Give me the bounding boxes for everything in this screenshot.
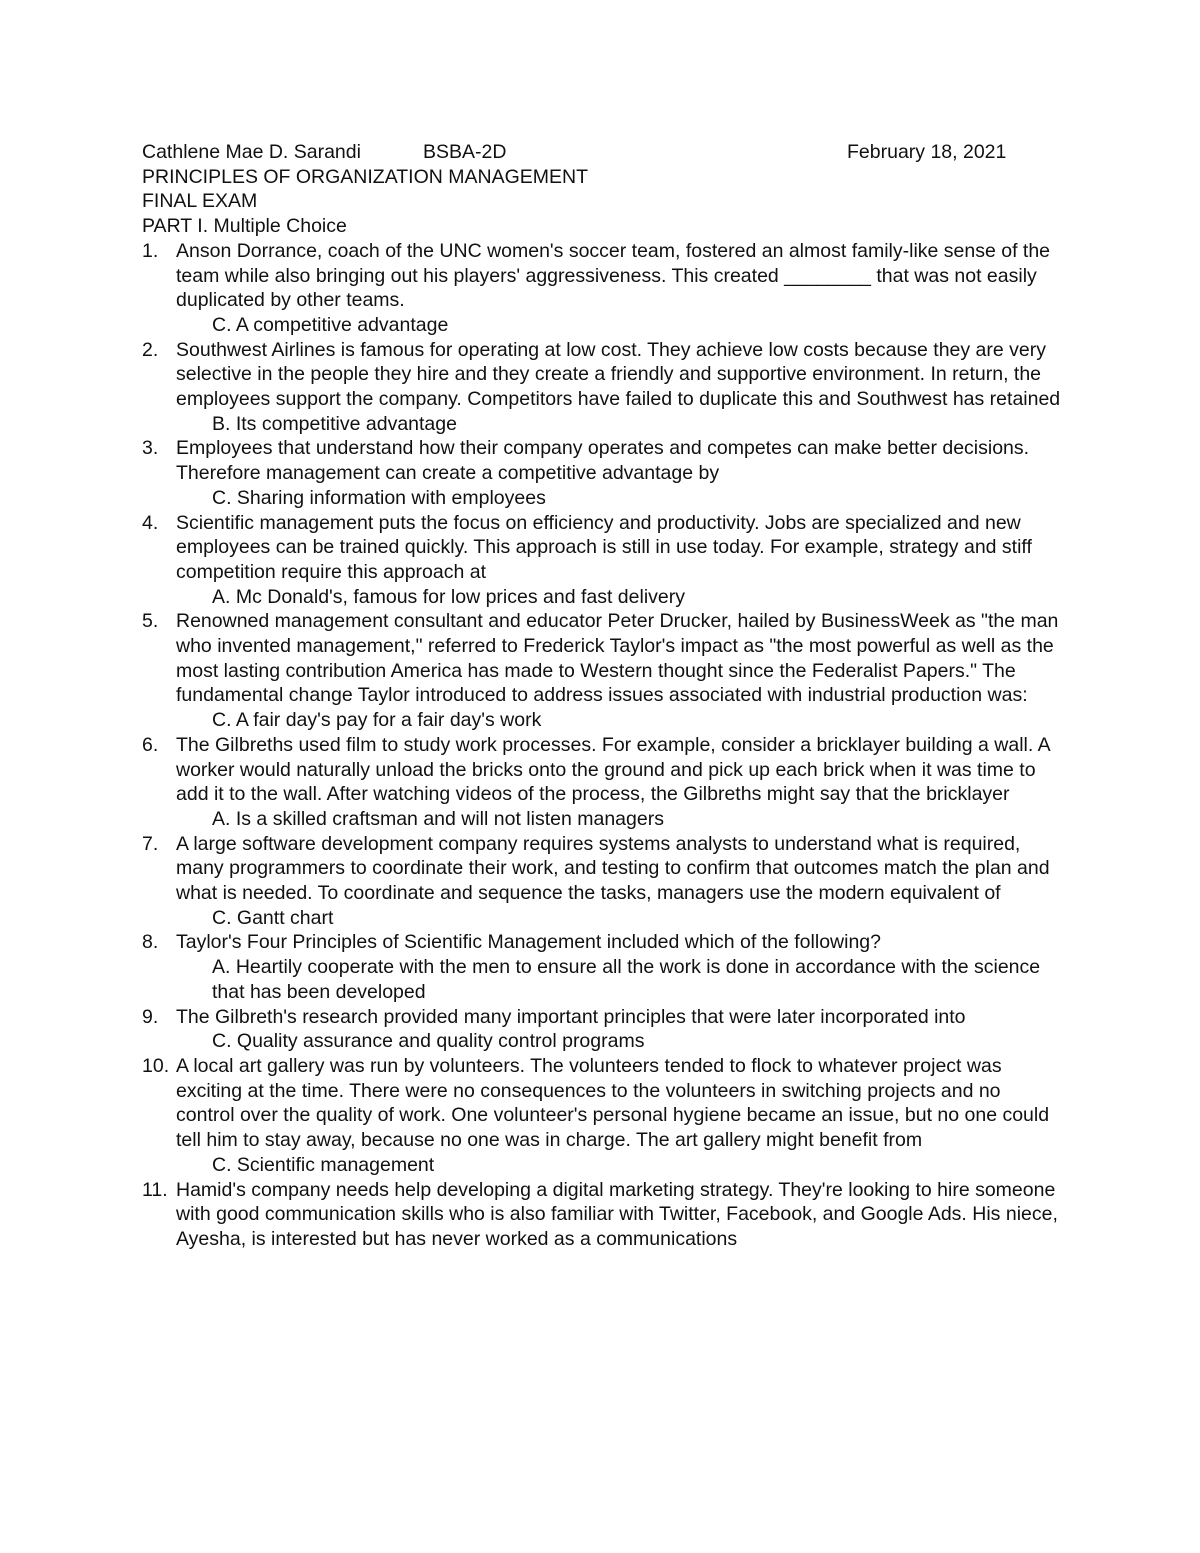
question-number: 6. bbox=[142, 733, 159, 756]
question-number: 3. bbox=[142, 437, 159, 460]
question-item bbox=[142, 832, 1062, 931]
question-text: A local art gallery was run by volunteers. The volunteers tended to flock to whatever project was exciting at the time. There were no consequences to the volunteers in switching projects and no control over the quality of work. One volunteer's personal hygiene became an issue, but no one could tell him to stay away, because no one was in charge. The art gallery might benefit from bbox=[176, 1055, 1050, 1152]
answer-text: C. A competitive advantage bbox=[212, 313, 449, 336]
question-text: The Gilbreths used film to study work processes. For example, consider a bricklayer building a wall. A worker would naturally unload the bricks onto the ground and pick up each brick when it was time to add it to the wall. After watching videos of the process, the Gilbreths might say that the bricklayer bbox=[176, 733, 1050, 806]
header-row bbox=[142, 140, 1062, 165]
question-text: Hamid's company needs help developing a digital marketing strategy. They're looking to hire someone with good communication skills who is also familiar with Twitter, Facebook, and Google Ads. His niece, Ayesha, is interested but has never worked as a communications bbox=[176, 1178, 1058, 1250]
student-section: BSBA-2D bbox=[423, 141, 507, 163]
question-text: A large software development company requires systems analysts to understand what is required, many programmers to coordinate their work, and testing to confirm that outcomes match the plan and what is needed. To coordinate and sequence the tasks, managers use the modern equivalent of bbox=[176, 832, 1050, 905]
question-item bbox=[142, 1005, 1062, 1054]
answer-text: C. Scientific management bbox=[212, 1153, 435, 1176]
question-item bbox=[142, 930, 1062, 1004]
question-item bbox=[142, 609, 1062, 733]
question-number: 8. bbox=[142, 931, 159, 954]
exam-document bbox=[142, 140, 1062, 1252]
question-item bbox=[142, 338, 1062, 437]
answer-text: C. Gantt chart bbox=[212, 906, 334, 929]
question-number: 5. bbox=[142, 610, 159, 633]
part-title: PART I. Multiple Choice bbox=[142, 215, 347, 238]
answer-text: A. Heartily cooperate with the men to ensure all the work is done in accordance with the science that has been developed bbox=[212, 956, 1041, 1003]
answer-text: C. Sharing information with employees bbox=[212, 486, 546, 509]
question-item bbox=[142, 1054, 1062, 1178]
question-item bbox=[142, 239, 1062, 338]
question-text: Scientific management puts the focus on efficiency and productivity. Jobs are specialized and new employees can be trained quickly. This approach is still in use today. For example, strategy and stiff competition require this approach at bbox=[176, 511, 1032, 583]
exam-date: February 18, 2021 bbox=[847, 141, 1007, 163]
question-number: 9. bbox=[142, 1005, 159, 1028]
question-number: 10. bbox=[142, 1055, 170, 1077]
course-title: PRINCIPLES OF ORGANIZATION MANAGEMENT bbox=[142, 165, 589, 188]
answer-text: A. Mc Donald's, famous for low prices and fast delivery bbox=[212, 585, 685, 608]
question-text: Anson Dorrance, coach of the UNC women's soccer team, fostered an almost family-like sense of the team while also bringing out his players' aggressiveness. This created ________ that was not easily duplicated by other teams. bbox=[176, 239, 1051, 312]
answer-text: B. Its competitive advantage bbox=[212, 412, 457, 435]
question-item bbox=[142, 511, 1062, 610]
question-item bbox=[142, 436, 1062, 510]
question-number: 11. bbox=[142, 1178, 168, 1201]
question-text: Taylor's Four Principles of Scientific Management included which of the following? bbox=[176, 931, 881, 954]
answer-text: A. Is a skilled craftsman and will not listen managers bbox=[212, 807, 664, 830]
answer-text: C. Quality assurance and quality control programs bbox=[212, 1030, 645, 1053]
question-item bbox=[142, 733, 1062, 832]
question-number: 7. bbox=[142, 832, 159, 855]
question-number: 1. bbox=[142, 239, 159, 262]
question-text: The Gilbreth's research provided many important principles that were later incorporated into bbox=[176, 1005, 966, 1028]
question-text: Renowned management consultant and educator Peter Drucker, hailed by BusinessWeek as "the man who invented management," referred to Frederick Taylor's impact as "the most powerful as well as the most lasting contribution America has made to Western thought since the Federalist Papers." The fundamental change Taylor introduced to address issues associated with industrial production was: bbox=[176, 610, 1059, 707]
question-item bbox=[142, 1178, 1062, 1252]
student-name: Cathlene Mae D. Sarandi bbox=[142, 141, 361, 163]
question-text: Employees that understand how their company operates and competes can make better decisions. Therefore management can create a competitive advantage by bbox=[176, 437, 1030, 485]
question-number: 4. bbox=[142, 511, 159, 534]
question-text: Southwest Airlines is famous for operating at low cost. They achieve low costs because they are very selective in the people they hire and they create a friendly and supportive environment. In return, the employees support the company. Competitors have failed to duplicate this and Southwest has retained bbox=[176, 338, 1061, 411]
exam-title: FINAL EXAM bbox=[142, 190, 258, 213]
question-number: 2. bbox=[142, 338, 159, 361]
answer-text: C. A fair day's pay for a fair day's work bbox=[212, 709, 542, 732]
